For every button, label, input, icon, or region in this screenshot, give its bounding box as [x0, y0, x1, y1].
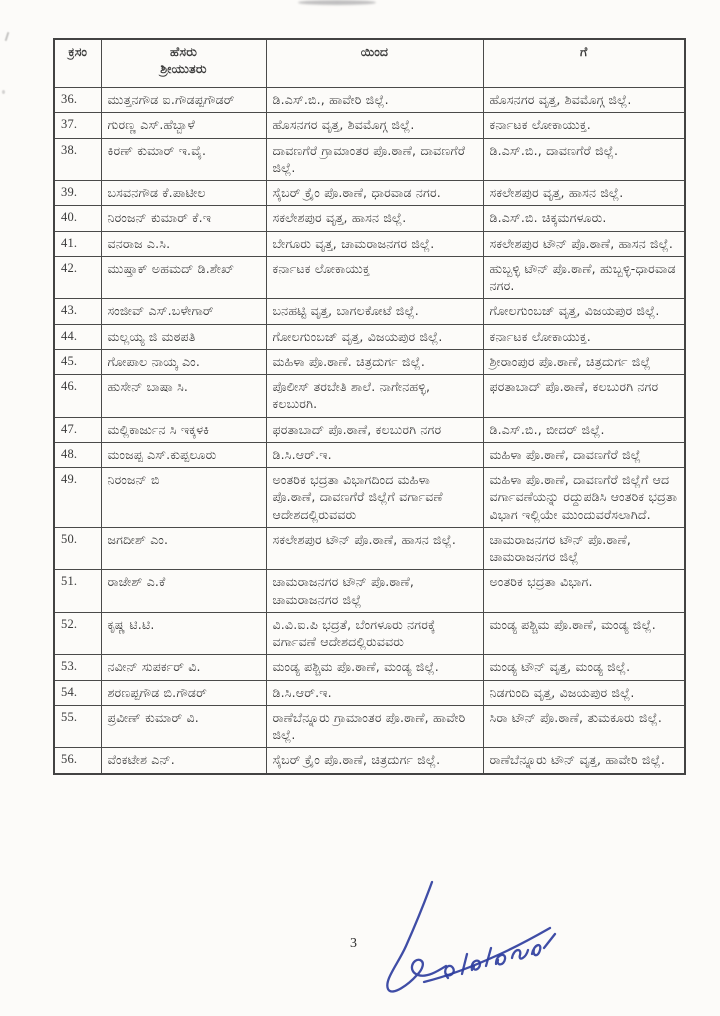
table-row	[54, 705, 685, 748]
row-officer-name: ಬಸವನಗೌಡ ಕೆ.ಪಾಟೀಲ	[101, 181, 266, 206]
row-transferred-to: ಡಿ.ಎಸ್.ಬಿ., ದಾವಣಗೆರೆ ಜಿಲ್ಲೆ.	[483, 138, 685, 181]
row-transferred-to: ಮಂಡ್ಯ ಟೌನ್ ವೃತ್ತ, ಮಂಡ್ಯ ಜಿಲ್ಲೆ.	[483, 655, 685, 680]
row-officer-name: ಮುತ್ತನಗೌಡ ಐ.ಗೌಡಪ್ಪಗೌಡರ್	[101, 88, 266, 113]
row-transferred-to: ಶ್ರೀರಾಂಪುರ ಪೊ.ಠಾಣೆ, ಚಿತ್ರದುರ್ಗ ಜಿಲ್ಲೆ	[483, 349, 685, 374]
row-transferred-to: ಡಿ.ಎಸ್.ಬಿ., ಬೀದರ್ ಜಿಲ್ಲೆ.	[483, 417, 685, 442]
row-serial-number: 52.	[54, 612, 101, 655]
row-transferred-to: ಸಿರಾ ಟೌನ್ ಪೊ.ಠಾಣೆ, ತುಮಕೂರು ಜಿಲ್ಲೆ.	[483, 705, 685, 748]
row-officer-name: ಪ್ರವೀಣ್ ಕುಮಾರ್ ವಿ.	[101, 705, 266, 748]
column-header-from: ಯಿಂದ	[266, 39, 483, 88]
row-officer-name: ಕೃಷ್ಣ ಟಿ.ಟಿ.	[101, 612, 266, 655]
table-row	[54, 181, 685, 206]
scan-smudge-artifact	[298, 0, 376, 5]
row-serial-number: 37.	[54, 113, 101, 138]
row-officer-name: ವೆಂಕಟೇಶ ಎನ್.	[101, 748, 266, 774]
row-serial-number: 45.	[54, 349, 101, 374]
row-transferred-to: ಕರ್ನಾಟಕ ಲೋಕಾಯುಕ್ತ.	[483, 113, 685, 138]
row-officer-name: ಮಲ್ಲಿಕಾರ್ಜುನ ಸಿ ಇಕ್ಕಳಕಿ	[101, 417, 266, 442]
table-row	[54, 299, 685, 324]
row-officer-name: ನಿರಂಜನ್ ಬಿ	[101, 468, 266, 528]
row-transferred-to: ಮಹಿಳಾ ಪೊ.ಠಾಣೆ, ದಾವಣಗೆರೆ ಜಿಲ್ಲೆ	[483, 442, 685, 467]
table-row	[54, 375, 685, 418]
row-transferred-from: ರಾಣೆಬೆನ್ನೂರು ಗ್ರಾಮಾಂತರ ಪೊ.ಠಾಣೆ, ಹಾವೇರಿ ಜಿಲ್ಲೆ.	[266, 705, 483, 748]
row-transferred-from: ಸಕಲೇಶಪುರ ಟೌನ್ ಪೊ.ಠಾಣೆ, ಹಾಸನ ಜಿಲ್ಲೆ.	[266, 527, 483, 570]
row-officer-name: ನವೀನ್ ಸುಪರ್ಕರ್ ವಿ.	[101, 655, 266, 680]
table-row	[54, 256, 685, 299]
row-transferred-from: ಫರತಾಬಾದ್ ಪೊ.ಠಾಣೆ, ಕಲಬುರಗಿ ನಗರ	[266, 417, 483, 442]
transfer-list-table	[53, 38, 686, 775]
row-transferred-to: ಸಕಲೇಶಪುರ ಟೌನ್ ಪೊ.ಠಾಣೆ, ಹಾಸನ ಜಿಲ್ಲೆ.	[483, 231, 685, 256]
row-transferred-from: ಸಕಲೇಶಪುರ ವೃತ್ತ, ಹಾಸನ ಜಿಲ್ಲೆ.	[266, 206, 483, 231]
row-serial-number: 43.	[54, 299, 101, 324]
row-transferred-to: ಅಂತರಿಕ ಭದ್ರತಾ ವಿಭಾಗ.	[483, 570, 685, 613]
row-serial-number: 50.	[54, 527, 101, 570]
row-transferred-from: ಬೇಗೂರು ವೃತ್ತ, ಚಾಮರಾಜನಗರ ಜಿಲ್ಲೆ.	[266, 231, 483, 256]
row-serial-number: 55.	[54, 705, 101, 748]
row-officer-name: ವನರಾಜ ಎ.ಸಿ.	[101, 231, 266, 256]
scan-margin-mark	[2, 90, 5, 94]
row-serial-number: 44.	[54, 324, 101, 349]
column-header-to: ಗೆ	[483, 39, 685, 88]
signature-stroke-tail	[424, 928, 550, 982]
row-transferred-from: ಸೈಬರ್ ಕ್ರೈಂ ಪೊ.ಠಾಣೆ, ಧಾರವಾಡ ನಗರ.	[266, 181, 483, 206]
table-row	[54, 324, 685, 349]
row-transferred-to: ಹೊಸನಗರ ವೃತ್ತ, ಶಿವಮೊಗ್ಗ ಜಿಲ್ಲೆ.	[483, 88, 685, 113]
table-row	[54, 138, 685, 181]
row-transferred-from: ಗೋಲಗುಂಬಜ್ ವೃತ್ತ, ವಿಜಯಪುರ ಜಿಲ್ಲೆ.	[266, 324, 483, 349]
table-row	[54, 527, 685, 570]
table-row	[54, 113, 685, 138]
table-body	[54, 88, 685, 774]
row-officer-name: ಮಲ್ಲಯ್ಯ ಜಿ ಮಠಪತಿ	[101, 324, 266, 349]
row-officer-name: ಮಂಜಪ್ಪ ಎಸ್.ಕುಪ್ಪಲೂರು	[101, 442, 266, 467]
row-transferred-to: ಕರ್ನಾಟಕ ಲೋಕಾಯುಕ್ತ.	[483, 324, 685, 349]
row-transferred-to: ಡಿ.ಎಸ್.ಬಿ. ಚಿಕ್ಕಮಗಳೂರು.	[483, 206, 685, 231]
row-serial-number: 39.	[54, 181, 101, 206]
table-row	[54, 680, 685, 705]
row-transferred-to: ನಿಡಗುಂದಿ ವೃತ್ತ, ವಿಜಯಪುರ ಜಿಲ್ಲೆ.	[483, 680, 685, 705]
page-footer	[0, 922, 720, 1016]
row-serial-number: 48.	[54, 442, 101, 467]
table-row	[54, 655, 685, 680]
row-officer-name: ಗುರಣ್ಣ ಎಸ್.ಹೆಬ್ಬಾಳೆ	[101, 113, 266, 138]
row-serial-number: 47.	[54, 417, 101, 442]
column-header-name	[101, 39, 266, 88]
row-officer-name: ನಿರಂಜನ್ ಕುಮಾರ್ ಕೆ.ಇ	[101, 206, 266, 231]
row-transferred-to: ಚಾಮರಾಜನಗರ ಟೌನ್ ಪೊ.ಠಾಣೆ, ಚಾಮರಾಜನಗರ ಜಿಲ್ಲೆ	[483, 527, 685, 570]
row-serial-number: 54.	[54, 680, 101, 705]
row-transferred-to: ಮಹಿಳಾ ಪೊ.ಠಾಣೆ, ದಾವಣಗೆರೆ ಜಿಲ್ಲೆಗೆ ಆದ ವರ್ಗಾವಣೆಯನ್ನು ರದ್ದುಪಡಿಸಿ ಆಂತರಿಕ ಭದ್ರತಾ ವಿಭಾಗ ಇಲ್ಲಿಯೇ ಮುಂದುವರೆಸಲಾಗಿದೆ.	[483, 468, 685, 528]
row-transferred-from: ಹೊಸನಗರ ವೃತ್ತ, ಶಿವಮೊಗ್ಗ ಜಿಲ್ಲೆ.	[266, 113, 483, 138]
row-transferred-from: ವಿ.ವಿ.ಐ.ಪಿ ಭದ್ರತೆ, ಬೆಂಗಳೂರು ನಗರಕ್ಕೆ ವರ್ಗಾವಣೆ ಆದೇಶದಲ್ಲಿರುವವರು	[266, 612, 483, 655]
row-transferred-from: ಮಹಿಳಾ ಪೊ.ಠಾಣೆ. ಚಿತ್ರದುರ್ಗ ಜಿಲ್ಲೆ.	[266, 349, 483, 374]
row-transferred-to: ಗೋಲಗುಂಬಜ್ ವೃತ್ತ, ವಿಜಯಪುರ ಜಿಲ್ಲೆ.	[483, 299, 685, 324]
row-transferred-to: ಫರತಾಬಾದ್ ಪೊ.ಠಾಣೆ, ಕಲಬುರಗಿ ನಗರ	[483, 375, 685, 418]
signature-stroke-loop	[387, 882, 446, 991]
row-transferred-from: ಚಾಮರಾಜನಗರ ಟೌನ್ ಪೊ.ಠಾಣೆ, ಚಾಮರಾಜನಗರ ಜಿಲ್ಲೆ	[266, 570, 483, 613]
row-serial-number: 56.	[54, 748, 101, 774]
row-serial-number: 36.	[54, 88, 101, 113]
row-officer-name: ರಾಜೇಶ್ ಎ.ಕೆ	[101, 570, 266, 613]
table-row	[54, 417, 685, 442]
page-number: 3	[350, 936, 357, 951]
table-row	[54, 748, 685, 774]
row-serial-number: 42.	[54, 256, 101, 299]
table-header-row	[54, 39, 685, 88]
row-transferred-from: ದಾವಣಗೆರೆ ಗ್ರಾಮಾಂತರ ಪೊ.ಠಾಣೆ, ದಾವಣಗೆರೆ ಜಿಲ್ಲೆ.	[266, 138, 483, 181]
row-transferred-from: ಕರ್ನಾಟಕ ಲೋಕಾಯುಕ್ತ	[266, 256, 483, 299]
row-serial-number: 46.	[54, 375, 101, 418]
row-transferred-from: ಬನಹಟ್ಟಿ ವೃತ್ತ, ಬಾಗಲಕೋಟೆ ಜಿಲ್ಲೆ.	[266, 299, 483, 324]
row-officer-name: ಸಂಜೀವ್ ಎಸ್.ಬಳೇಗಾರ್	[101, 299, 266, 324]
row-officer-name: ಮುಷ್ತಾಕ್ ಅಹಮದ್ ಡಿ.ಶೇಖ್	[101, 256, 266, 299]
row-transferred-from: ಡಿ.ಸಿ.ಆರ್.ಇ.	[266, 442, 483, 467]
table-row	[54, 88, 685, 113]
row-officer-name: ಹುಸೇನ್ ಬಾಷಾ ಸಿ.	[101, 375, 266, 418]
row-transferred-from: ಅಂತರಿಕ ಭದ್ರತಾ ವಿಭಾಗದಿಂದ ಮಹಿಳಾ ಪೊ.ಠಾಣೆ, ದಾವಣಗೆರೆ ಜಿಲ್ಲೆಗೆ ವರ್ಗಾವಣೆ ಆದೇಶದಲ್ಲಿರುವವರು	[266, 468, 483, 528]
row-officer-name: ಕಿರಣ್ ಕುಮಾರ್ ಇ.ವೈ.	[101, 138, 266, 181]
row-officer-name: ಜಗದೀಶ್ ಎಂ.	[101, 527, 266, 570]
scan-margin-mark	[5, 32, 10, 41]
column-header-serial: ಕ್ರಸಂ	[54, 39, 101, 88]
row-officer-name: ಶರಣಪ್ಪಗೌಡ ಬಿ.ಗೌಡರ್	[101, 680, 266, 705]
row-transferred-from: ಸೈಬರ್ ಕ್ರೈಂ ಪೊ.ಠಾಣೆ, ಚಿತ್ರದುರ್ಗ ಜಿಲ್ಲೆ.	[266, 748, 483, 774]
column-header-name-line2: ಶ್ರೀಯುತರು	[160, 61, 207, 77]
row-serial-number: 49.	[54, 468, 101, 528]
table-row	[54, 349, 685, 374]
row-transferred-from: ಡಿ.ಸಿ.ಆರ್.ಇ.	[266, 680, 483, 705]
row-transferred-from: ಮಂಡ್ಯ ಪಶ್ಚಿಮ ಪೊ.ಠಾಣೆ, ಮಂಡ್ಯ ಜಿಲ್ಲೆ.	[266, 655, 483, 680]
signature-scrawl	[378, 878, 560, 1002]
row-transferred-to: ಸಕಲೇಶಪುರ ವೃತ್ತ, ಹಾಸನ ಜಿಲ್ಲೆ.	[483, 181, 685, 206]
table-row	[54, 442, 685, 467]
row-serial-number: 51.	[54, 570, 101, 613]
table-row	[54, 206, 685, 231]
row-transferred-to: ಹುಬ್ಬಳ್ಳಿ ಟೌನ್ ಪೊ.ಠಾಣೆ, ಹುಬ್ಬಳ್ಳಿ-ಧಾರವಾಡ ನಗರ.	[483, 256, 685, 299]
row-serial-number: 38.	[54, 138, 101, 181]
row-transferred-from: ಪೊಲೀಸ್ ತರಬೇತಿ ಶಾಲೆ. ನಾಗೇನಹಳ್ಳಿ, ಕಲಬುರಗಿ.	[266, 375, 483, 418]
table-row	[54, 612, 685, 655]
row-serial-number: 41.	[54, 231, 101, 256]
table-row	[54, 468, 685, 528]
row-officer-name: ಗೋಪಾಲ ನಾಯ್ಕ ಎಂ.	[101, 349, 266, 374]
row-transferred-to: ರಾಣೆಬೆನ್ನೂರು ಟೌನ್ ವೃತ್ತ, ಹಾವೇರಿ ಜಿಲ್ಲೆ.	[483, 748, 685, 774]
row-transferred-from: ಡಿ.ಎಸ್.ಬಿ., ಹಾವೇರಿ ಜಿಲ್ಲೆ.	[266, 88, 483, 113]
signature-stroke-date	[445, 934, 555, 978]
table-row	[54, 570, 685, 613]
row-serial-number: 53.	[54, 655, 101, 680]
table-row	[54, 231, 685, 256]
column-header-name-line1: ಹೆಸರು	[170, 44, 197, 59]
row-serial-number: 40.	[54, 206, 101, 231]
row-transferred-to: ಮಂಡ್ಯ ಪಶ್ಚಿಮ ಪೊ.ಠಾಣೆ, ಮಂಡ್ಯ ಜಿಲ್ಲೆ.	[483, 612, 685, 655]
